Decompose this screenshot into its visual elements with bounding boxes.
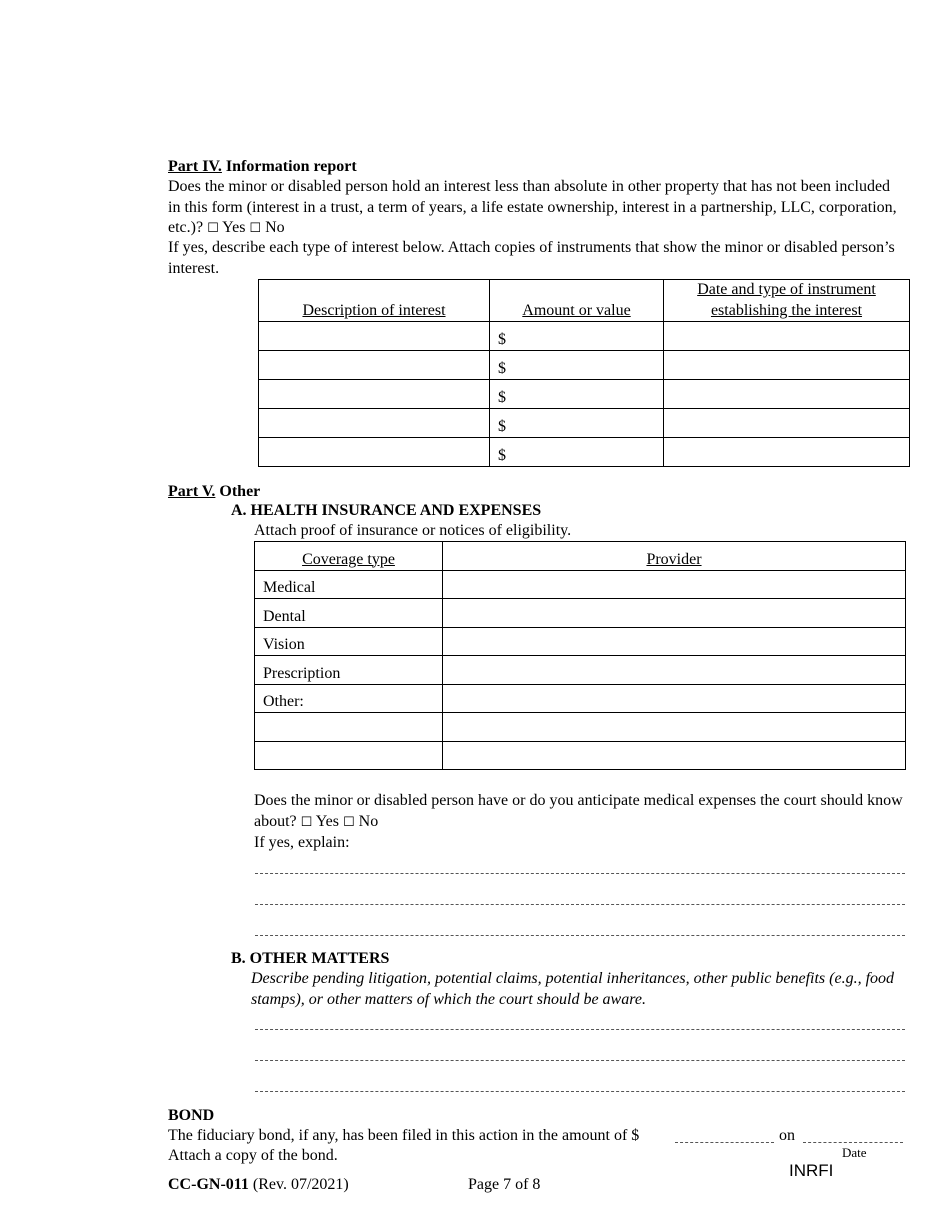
medical-yes-label: Yes — [315, 812, 339, 830]
table-row — [255, 713, 906, 742]
part4-question-text: Does the minor or disabled person hold an interest less than absolute in other property that has not been included in this form (interest in a trust, a term of years, a life estate ownership, interest in a partnership, LLC, corporation, etc.)? — [168, 178, 897, 236]
part4-yes-checkbox[interactable]: ☐ — [207, 221, 219, 236]
interest-description-cell[interactable] — [259, 380, 490, 409]
part5-heading — [168, 482, 260, 503]
table-row — [259, 322, 910, 351]
coverage-provider-cell[interactable] — [443, 742, 906, 770]
table-row — [255, 571, 906, 599]
explain-line-1[interactable] — [255, 873, 905, 874]
interest-instrument-cell[interactable] — [664, 351, 910, 380]
part5-label: Part V. — [168, 483, 216, 500]
interest-description-cell[interactable] — [259, 351, 490, 380]
interest-header-amount: Amount or value — [490, 280, 664, 322]
part4-no-checkbox[interactable]: ☐ — [249, 221, 262, 236]
bond-on-label: on — [779, 1127, 795, 1144]
table-row — [255, 599, 906, 628]
medical-question — [254, 791, 914, 833]
interest-instrument-cell[interactable] — [664, 322, 910, 351]
interest-instrument-cell[interactable] — [664, 380, 910, 409]
part4-title: Information report — [225, 158, 357, 175]
coverage-type-cell: Vision — [255, 628, 443, 656]
explain-line-2[interactable] — [255, 904, 905, 905]
part4-no-label: No — [265, 219, 285, 236]
form-code: INRFI — [789, 1161, 834, 1180]
bond-attach-text: Attach a copy of the bond. — [168, 1147, 338, 1164]
interest-instrument-cell[interactable] — [664, 438, 910, 467]
other-matters-line-1[interactable] — [255, 1029, 905, 1030]
coverage-provider-cell[interactable] — [443, 628, 906, 656]
form-id — [168, 1175, 349, 1196]
interest-table — [258, 279, 910, 467]
coverage-type-cell[interactable] — [255, 713, 443, 742]
coverage-type-cell: Prescription — [255, 656, 443, 685]
other-matters-line-3[interactable] — [255, 1091, 905, 1092]
interest-amount-cell[interactable]: $ — [490, 380, 664, 409]
other-matters-line-2[interactable] — [255, 1060, 905, 1061]
coverage-type-cell: Medical — [255, 571, 443, 599]
interest-description-cell[interactable] — [259, 409, 490, 438]
interest-amount-cell[interactable]: $ — [490, 322, 664, 351]
section-a-title: A. HEALTH INSURANCE AND EXPENSES — [231, 502, 542, 519]
page-number: Page 7 of 8 — [468, 1176, 541, 1193]
interest-description-cell[interactable] — [259, 322, 490, 351]
table-row — [259, 409, 910, 438]
coverage-header-provider: Provider — [443, 542, 906, 571]
coverage-table — [254, 541, 906, 770]
interest-header-description: Description of interest — [259, 280, 490, 322]
table-row — [259, 438, 910, 467]
coverage-provider-cell[interactable] — [443, 713, 906, 742]
part4-yes-label: Yes — [222, 219, 246, 236]
table-row — [259, 380, 910, 409]
interest-amount-cell[interactable]: $ — [490, 351, 664, 380]
part4-question — [168, 177, 898, 240]
table-row — [259, 351, 910, 380]
form-number: CC-GN-011 — [168, 1176, 249, 1193]
interest-instrument-cell[interactable] — [664, 409, 910, 438]
section-b-instruction: Describe pending litigation, potential claims, potential inheritances, other public benefits (e.g., food stamps), or other matters of which the court should be aware. — [251, 970, 895, 1008]
coverage-type-cell: Other: — [255, 685, 443, 713]
interest-description-cell[interactable] — [259, 438, 490, 467]
medical-no-checkbox[interactable]: ☐ — [343, 814, 355, 830]
interest-amount-cell[interactable]: $ — [490, 438, 664, 467]
part4-label: Part IV. — [168, 158, 222, 175]
interest-header-instrument: Date and type of instrument establishing the interest — [664, 280, 910, 322]
medical-no-label: No — [358, 812, 379, 830]
part4-heading — [168, 157, 357, 178]
table-row — [255, 656, 906, 685]
bond-title: BOND — [168, 1107, 215, 1124]
part4-instruction: If yes, describe each type of interest below. Attach copies of instruments that show the minor or disabled person’s interest. — [168, 239, 895, 277]
explain-label: If yes, explain: — [254, 834, 350, 851]
medical-question-text: Does the minor or disabled person have or do you anticipate medical expenses the court should know about? — [254, 792, 903, 830]
interest-amount-cell[interactable]: $ — [490, 409, 664, 438]
coverage-provider-cell[interactable] — [443, 599, 906, 628]
explain-line-3[interactable] — [255, 935, 905, 936]
coverage-provider-cell[interactable] — [443, 656, 906, 685]
coverage-type-cell: Dental — [255, 599, 443, 628]
section-b-title: B. OTHER MATTERS — [231, 950, 390, 967]
bond-date-label: Date — [842, 1145, 867, 1160]
bond-text: The fiduciary bond, if any, has been filed in this action in the amount of $ — [168, 1127, 640, 1144]
table-row — [255, 685, 906, 713]
medical-yes-checkbox[interactable]: ☐ — [300, 814, 313, 830]
bond-amount-field[interactable] — [675, 1130, 774, 1143]
section-a-instruction: Attach proof of insurance or notices of eligibility. — [254, 522, 572, 539]
table-row — [255, 742, 906, 770]
coverage-provider-cell[interactable] — [443, 571, 906, 599]
coverage-provider-cell[interactable] — [443, 685, 906, 713]
coverage-header-type: Coverage type — [255, 542, 443, 571]
form-revision: (Rev. 07/2021) — [252, 1176, 349, 1193]
part5-title: Other — [219, 483, 261, 500]
table-row — [255, 628, 906, 656]
bond-date-field[interactable] — [803, 1130, 903, 1143]
coverage-type-cell[interactable] — [255, 742, 443, 770]
